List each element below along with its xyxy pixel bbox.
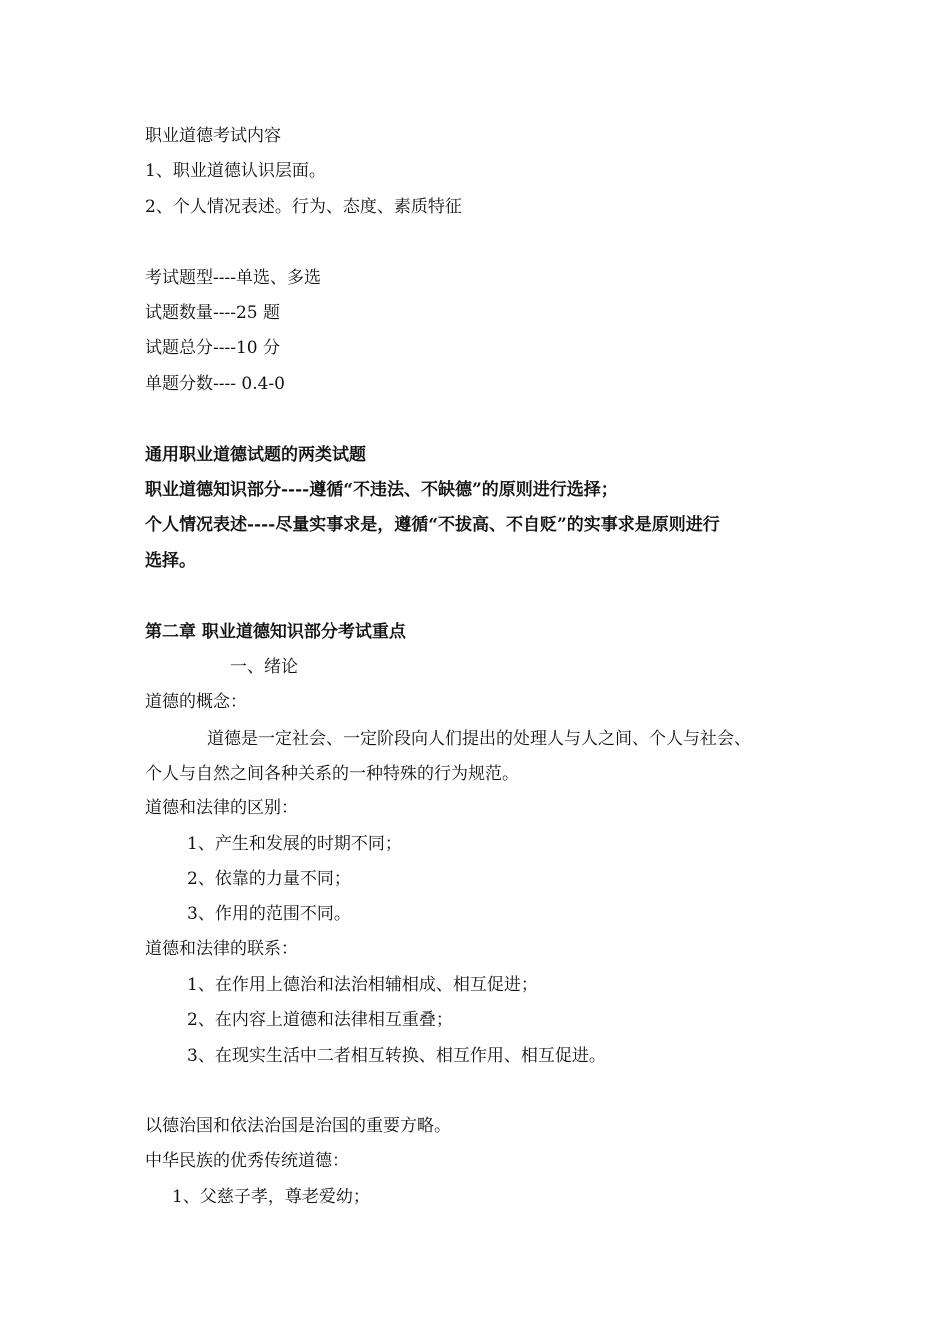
exam-single: 单题分数---- 0.4-0 (145, 374, 285, 394)
intro-title: 职业道德考试内容 (145, 126, 281, 146)
concept-label: 道德的概念： (145, 692, 247, 712)
concept-text-line1: 道德是一定社会、一定阶段向人们提出的处理人与人之间、个人与社会、 (207, 729, 751, 749)
exam-total: 试题总分----10 分 (145, 338, 281, 358)
tradition-label: 中华民族的优秀传统道德： (145, 1151, 349, 1171)
intro-item-2: 2、个人情况表述。行为、态度、素质特征 (145, 197, 462, 217)
link-item: 3、在现实生活中二者相互转换、相互作用、相互促进。 (187, 1046, 606, 1066)
intro-item-1: 1、职业道德认识层面。 (145, 161, 326, 181)
link-label: 道德和法律的联系： (145, 939, 298, 959)
categories-personal-line2: 选择。 (145, 551, 196, 571)
diff-item: 2、依靠的力量不同； (187, 869, 351, 889)
categories-personal-line1: 个人情况表述----尽量实事求是，遵循“不拔高、不自贬”的实事求是原则进行 (145, 515, 720, 535)
concept-text-line2: 个人与自然之间各种关系的一种特殊的行为规范。 (145, 764, 519, 784)
exam-type: 考试题型----单选、多选 (145, 268, 321, 288)
diff-label: 道德和法律的区别： (145, 798, 298, 818)
categories-knowledge: 职业道德知识部分----遵循“不违法、不缺德”的原则进行选择； (145, 480, 618, 500)
link-item: 2、在内容上道德和法律相互重叠； (187, 1010, 453, 1030)
strategy-text: 以德治国和依法治国是治国的重要方略。 (145, 1116, 451, 1136)
diff-item: 3、作用的范围不同。 (187, 904, 351, 924)
chapter2-section1: 一、绪论 (230, 657, 298, 677)
diff-item: 1、产生和发展的时期不同； (187, 834, 402, 854)
exam-count: 试题数量----25 题 (145, 303, 281, 323)
categories-heading: 通用职业道德试题的两类试题 (145, 445, 366, 465)
link-item: 1、在作用上德治和法治相辅相成、相互促进； (187, 975, 538, 995)
chapter2-title: 第二章 职业道德知识部分考试重点 (145, 622, 406, 642)
tradition-item: 1、父慈子孝，尊老爱幼； (172, 1187, 370, 1207)
